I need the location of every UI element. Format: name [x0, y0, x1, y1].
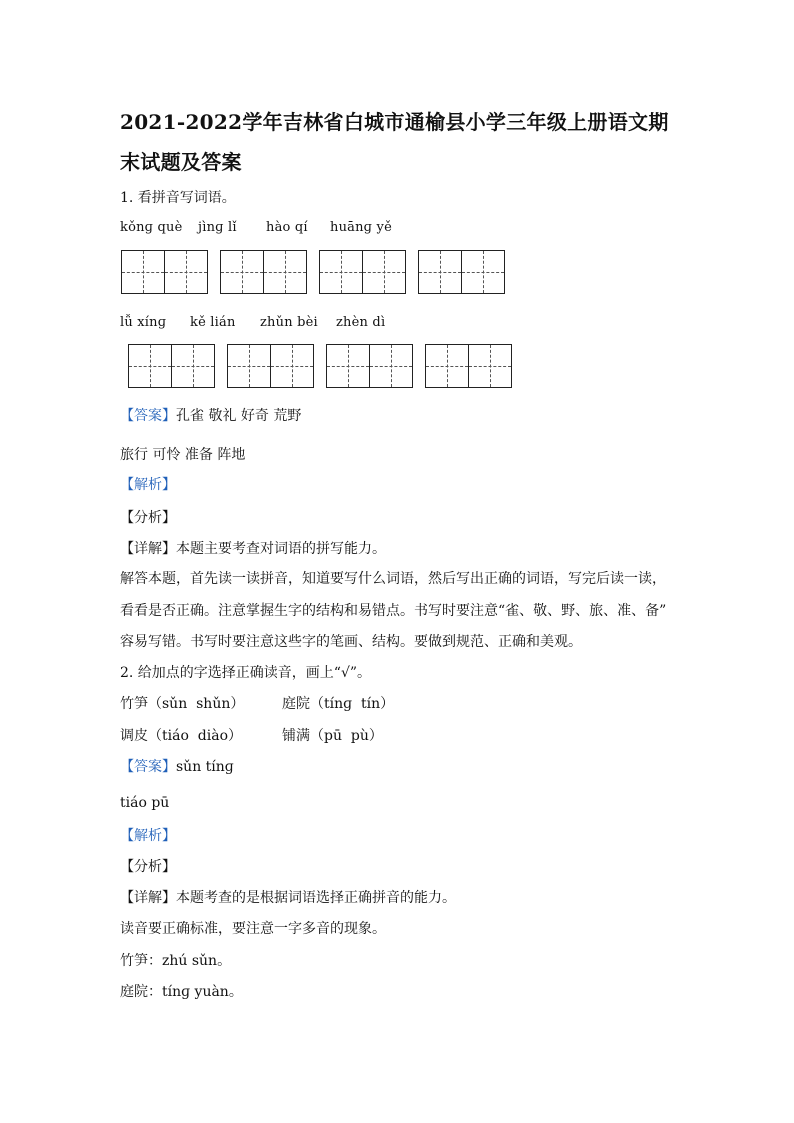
analysis-tag-1: 【解析】 — [120, 477, 176, 493]
analysis-tag-2: 【解析】 — [120, 828, 176, 844]
writing-grid-4 — [418, 250, 505, 294]
q2-item-2: 庭院（tínɡ tín） — [282, 696, 395, 712]
question-2-heading: 2. 给加点的字选择正确读音，画上“√”。 — [120, 665, 372, 681]
writing-grid-5 — [128, 344, 215, 388]
answer-2-line-2: tiáo pū — [120, 795, 170, 811]
answer-text: 孔雀 敬礼 好奇 荒野 — [176, 408, 302, 424]
writing-grid-8 — [425, 344, 512, 388]
pinyin-1: kǒnɡ què — [120, 220, 183, 235]
writing-grid-3 — [319, 250, 406, 294]
detail-line-2 — [120, 887, 456, 907]
detail-text: 本题考查的是根据词语选择正确拼音的能力。 — [176, 890, 456, 906]
writing-grid-6 — [227, 344, 314, 388]
q2-item-1: 竹笋（sǔn shǔn） — [120, 696, 245, 712]
writing-grid-1 — [121, 250, 208, 294]
q2-note-line-2: 竹笋：zhú sǔn。 — [120, 953, 232, 969]
q2-item-4: 铺满（pū pù） — [282, 728, 383, 744]
title-line-2: 末试题及答案 — [120, 150, 242, 174]
pinyin-4: huānɡ yě — [330, 220, 392, 235]
pinyin-8: zhèn dì — [336, 315, 386, 330]
pinyin-5: lǚ xínɡ — [120, 315, 167, 330]
detail-tag: 【详解】 — [120, 890, 176, 906]
answer-1-line-2: 旅行 可怜 准备 阵地 — [120, 447, 246, 463]
detail-line-1 — [120, 538, 386, 558]
fenxi-tag-1: 【分析】 — [120, 510, 176, 526]
question-1-heading: 1. 看拼音写词语。 — [120, 190, 236, 206]
q2-note-line-1: 读音要正确标准，要注意一字多音的现象。 — [120, 921, 386, 937]
pinyin-2: jìnɡ lǐ — [198, 220, 237, 235]
pinyin-3: hào qí — [266, 220, 308, 235]
answer-2-line-1 — [120, 756, 234, 776]
answer-tag: 【答案】 — [120, 759, 176, 775]
answer-tag: 【答案】 — [120, 408, 176, 424]
explanation-line-2: 看看是否正确。注意掌握生字的结构和易错点。书写时要注意“雀、敬、野、旅、准、备” — [120, 603, 667, 619]
answer-text: sǔn tínɡ — [176, 759, 234, 775]
writing-grid-7 — [326, 344, 413, 388]
pinyin-7: zhǔn bèi — [260, 315, 318, 330]
explanation-line-1: 解答本题，首先读一读拼音，知道要写什么词语，然后写出正确的词语，写完后读一读， — [120, 571, 666, 587]
title-line-1: 2021-2022学年吉林省白城市通榆县小学三年级上册语文期 — [120, 110, 669, 134]
answer-1-line-1 — [120, 405, 301, 425]
detail-text: 本题主要考查对词语的拼写能力。 — [176, 541, 386, 557]
pinyin-6: kě lián — [190, 315, 236, 330]
q2-item-3: 调皮（tiáo diào） — [120, 728, 242, 744]
fenxi-tag-2: 【分析】 — [120, 859, 176, 875]
q2-note-line-3: 庭院：tínɡ yuàn。 — [120, 984, 243, 1000]
explanation-line-3: 容易写错。书写时要注意这些字的笔画、结构。要做到规范、正确和美观。 — [120, 634, 582, 650]
writing-grid-2 — [220, 250, 307, 294]
detail-tag: 【详解】 — [120, 541, 176, 557]
